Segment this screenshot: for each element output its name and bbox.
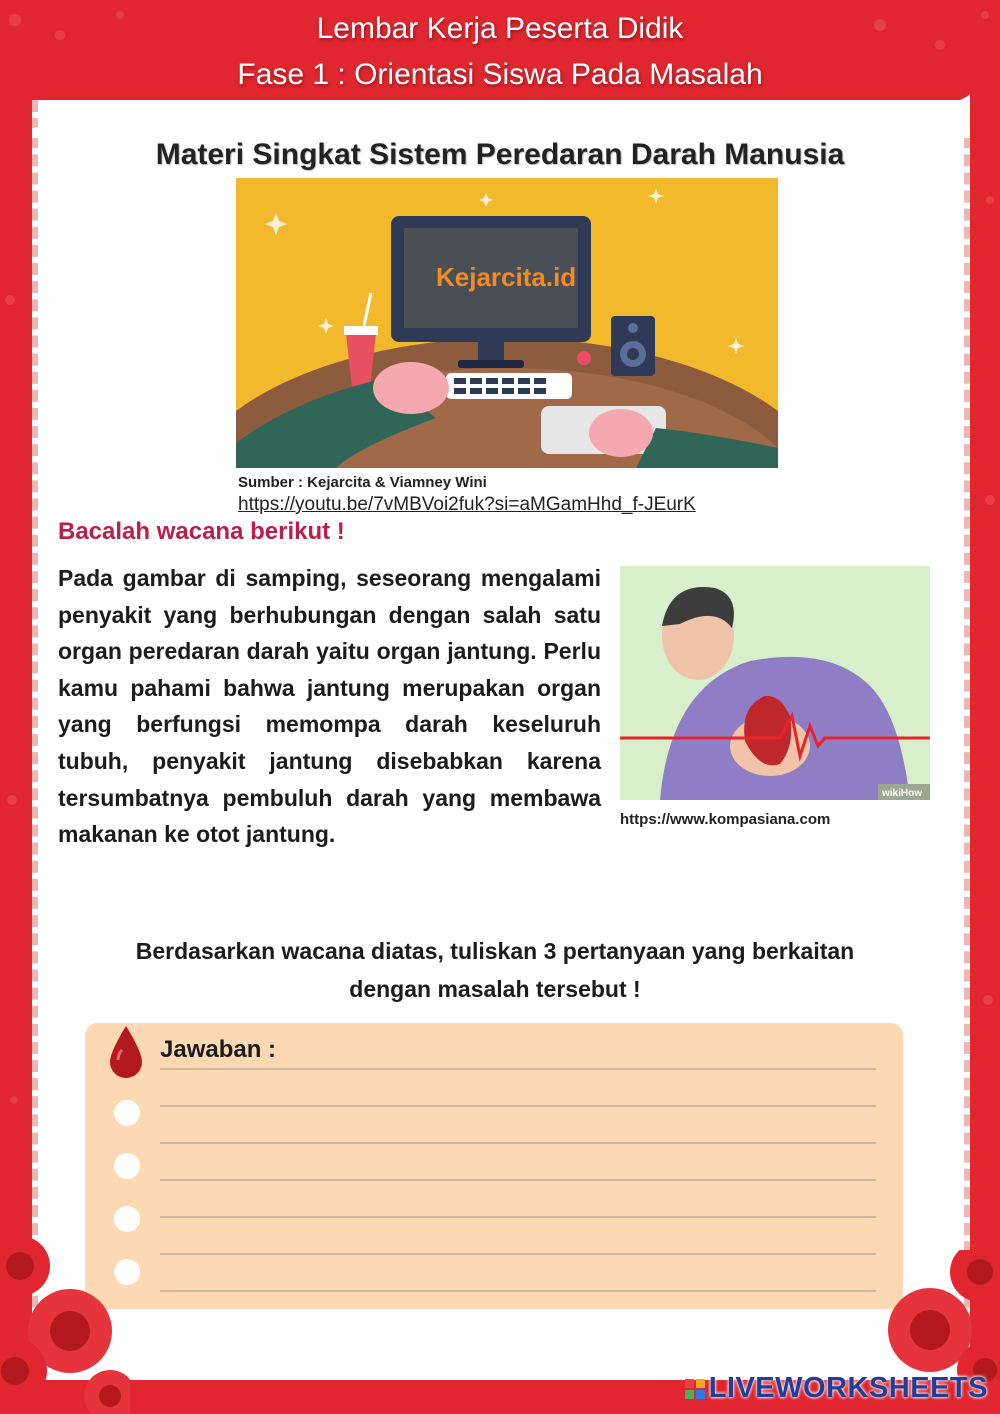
blood-drop-icon — [106, 1024, 146, 1080]
image-link[interactable]: https://www.kompasiana.com — [620, 811, 831, 828]
task-instruction: Berdasarkan wacana diatas, tuliskan 3 pertanyaan yang berkaitan dengan masalah tersebut ! — [135, 938, 855, 1002]
answer-line — [160, 1105, 876, 1107]
materi-title: Materi Singkat Sistem Peredaran Darah Manusia — [155, 138, 845, 171]
blood-cells-left-decoration — [0, 1236, 130, 1414]
binder-hole — [114, 1206, 140, 1232]
wikihow-watermark: wikiHow — [882, 788, 923, 799]
answer-line — [160, 1253, 876, 1255]
computer-illustration — [236, 178, 778, 468]
heart-pain-illustration — [620, 566, 930, 800]
paper-wavy-top — [26, 88, 976, 138]
video-link[interactable]: https://youtu.be/7vMBVoi2fuk?si=aMGamHhd_f-JEurK — [238, 494, 696, 515]
liveworksheets-text: LIVEWORKSHEETS — [708, 1372, 988, 1404]
answer-line — [160, 1216, 876, 1218]
worksheet-title: Lembar Kerja Peserta Didik — [316, 12, 684, 45]
reading-title: Bacalah wacana berikut ! — [58, 518, 345, 545]
binder-hole — [114, 1100, 140, 1126]
binder-hole — [114, 1153, 140, 1179]
image-source: Sumber : Kejarcita & Viamney Wini — [238, 474, 487, 491]
answer-box[interactable] — [85, 1023, 903, 1309]
answer-line — [160, 1290, 876, 1292]
answer-line — [160, 1179, 876, 1181]
reading-passage: Pada gambar di samping, seseorang mengalami penyakit yang berhubungan dengan salah satu organ peredaran darah yaitu organ jantung. Perlu kamu pahami bahwa jantung merupakan organ yang berfungsi memompa darah keseluruh tubuh, penyakit jantung disebabkan karena tersumbatnya pembuluh darah yang membawa makanan ke otot jantung. — [58, 565, 601, 848]
kejarcita-logo: Kejarcita.id — [436, 262, 577, 292]
liveworksheets-logo[interactable] — [685, 1372, 988, 1405]
liveworksheets-icon — [685, 1379, 705, 1399]
answer-label: Jawaban : — [160, 1036, 277, 1063]
answer-line — [160, 1068, 876, 1070]
answer-line — [160, 1142, 876, 1144]
phase-title: Fase 1 : Orientasi Siswa Pada Masalah — [237, 58, 763, 91]
